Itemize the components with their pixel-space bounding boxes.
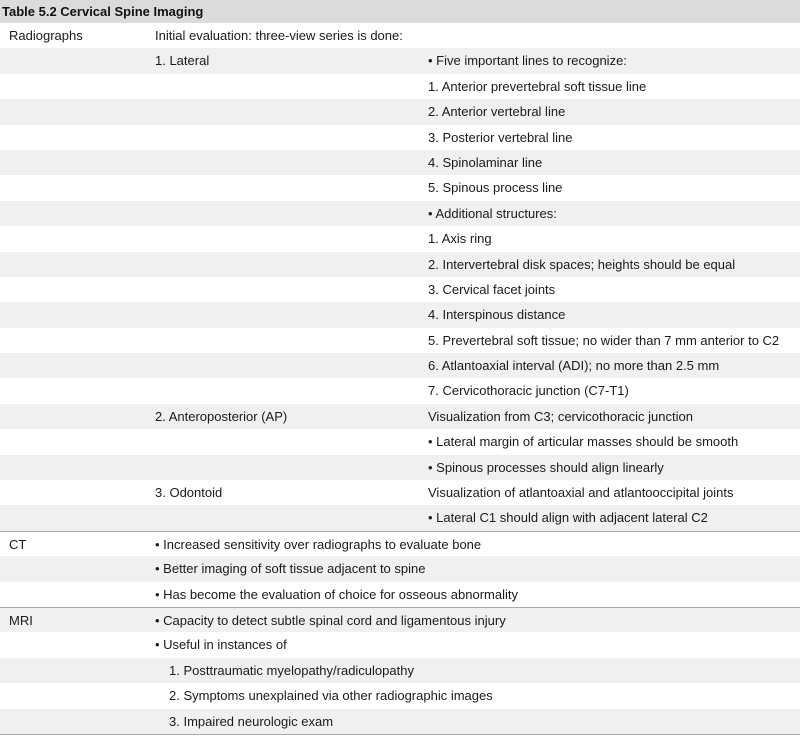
view-cell: • Has become the evaluation of choice for osseous abnormality [155, 586, 518, 602]
table-row [0, 709, 800, 734]
view-cell: 1. Lateral [155, 53, 210, 69]
detail-cell: Visualization from C3; cervicothoracic junction [428, 408, 693, 424]
table-title: Table 5.2 Cervical Spine Imaging [0, 0, 800, 23]
detail-cell: 1. Anterior prevertebral soft tissue line [428, 78, 647, 94]
view-cell: • Useful in instances of [155, 637, 287, 653]
view-cell: • Capacity to detect subtle spinal cord and ligamentous injury [155, 612, 506, 628]
detail-cell: 3. Cervical facet joints [428, 281, 556, 297]
detail-cell: 7. Cervicothoracic junction (C7-T1) [428, 383, 629, 399]
table-row [0, 125, 800, 150]
table-bottom-rule [0, 734, 800, 735]
imaging-table [0, 23, 800, 734]
table-row [0, 252, 800, 277]
detail-cell: 5. Prevertebral soft tissue; no wider than 7 mm anterior to C2 [428, 332, 780, 348]
table-row [0, 23, 800, 48]
table-row [0, 455, 800, 480]
detail-cell: 1. Axis ring [428, 231, 492, 247]
table-row [0, 328, 800, 353]
table-row [0, 302, 800, 327]
table-row [0, 150, 800, 175]
table-row [0, 353, 800, 378]
view-cell: • Better imaging of soft tissue adjacent to spine [155, 561, 426, 577]
table-row [0, 99, 800, 124]
table-row [0, 556, 800, 581]
detail-cell: Visualization of atlantoaxial and atlantooccipital joints [428, 485, 734, 501]
view-cell: Initial evaluation: three-view series is done: [155, 28, 403, 43]
modality-cell: MRI [9, 612, 33, 628]
view-cell: 3. Impaired neurologic exam [169, 713, 334, 729]
detail-cell: • Additional structures: [428, 205, 557, 221]
detail-cell: 5. Spinous process line [428, 180, 563, 196]
detail-cell: 2. Anterior vertebral line [428, 104, 566, 120]
modality-cell: Radiographs [9, 28, 83, 43]
table-row [0, 277, 800, 302]
view-cell: • Increased sensitivity over radiographs to evaluate bone [155, 536, 482, 552]
table-row [0, 531, 800, 556]
detail-cell: 4. Interspinous distance [428, 307, 566, 323]
detail-cell: 4. Spinolaminar line [428, 154, 543, 170]
table-row [0, 404, 800, 429]
table-row [0, 582, 800, 607]
detail-cell: 2. Intervertebral disk spaces; heights should be equal [428, 256, 736, 272]
table-row [0, 226, 800, 251]
detail-cell: • Lateral C1 should align with adjacent lateral C2 [428, 510, 708, 526]
view-cell: 2. Symptoms unexplained via other radiographic images [169, 688, 493, 704]
view-cell: 2. Anteroposterior (AP) [155, 408, 288, 424]
table-row [0, 658, 800, 683]
detail-cell: 6. Atlantoaxial interval (ADI); no more than 2.5 mm [428, 358, 720, 374]
detail-cell: • Five important lines to recognize: [428, 53, 627, 69]
view-cell: 3. Odontoid [155, 485, 223, 501]
view-cell: 1. Posttraumatic myelopathy/radiculopathy [169, 662, 414, 678]
table-row [0, 74, 800, 99]
table-row [0, 201, 800, 226]
table-row [0, 683, 800, 708]
table-row [0, 48, 800, 73]
table-row [0, 505, 800, 530]
detail-cell: • Spinous processes should align linearly [428, 459, 664, 475]
detail-cell: • Lateral margin of articular masses should be smooth [428, 434, 739, 450]
table-row [0, 480, 800, 505]
table-row [0, 607, 800, 632]
table-row [0, 175, 800, 200]
table-row [0, 378, 800, 403]
table-row [0, 632, 800, 657]
table-row [0, 429, 800, 454]
detail-cell: 3. Posterior vertebral line [428, 129, 573, 145]
modality-cell: CT [9, 536, 27, 552]
